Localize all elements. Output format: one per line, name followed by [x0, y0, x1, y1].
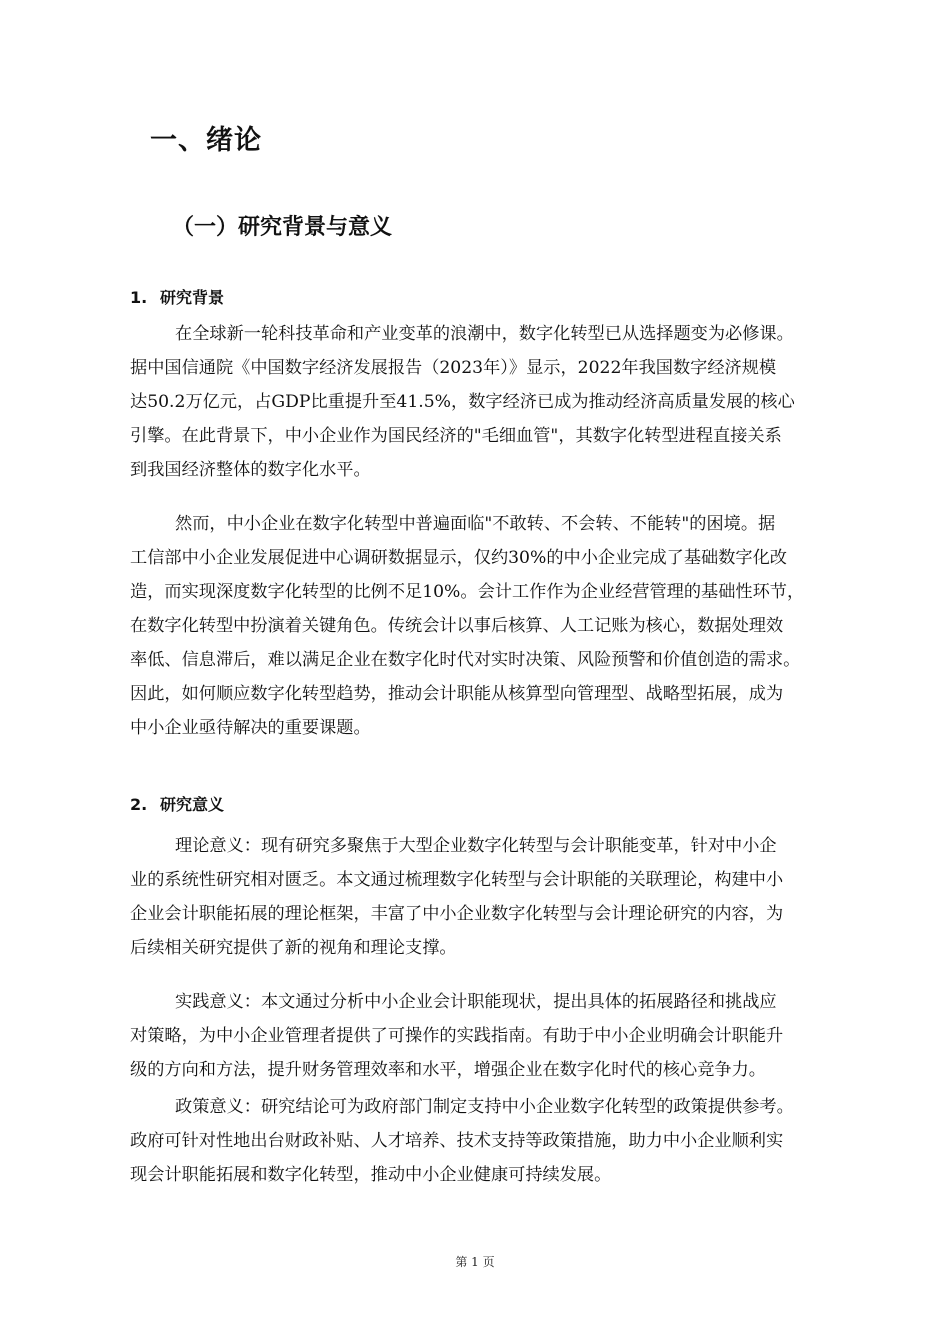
text-line: 企业会计职能拓展的理论框架，丰富了中小企业数字化转型与会计理论研究的内容，为: [130, 904, 784, 924]
text-line: 中小企业亟待解决的重要课题。: [130, 718, 371, 738]
section-heading: （一）研究背景与意义: [172, 215, 393, 240]
text-line: 对策略，为中小企业管理者提供了可操作的实践指南。有助于中小企业明确会计职能升: [130, 1026, 784, 1046]
text-line: 率低、信息滞后，难以满足企业在数字化时代对实时决策、风险预警和价值创造的需求。: [130, 650, 801, 670]
text-line: 级的方向和方法，提升财务管理效率和水平，增强企业在数字化时代的核心竞争力。: [130, 1060, 766, 1080]
text-line: 引擎。在此背景下，中小企业作为国民经济的"毛细血管"，其数字化转型进程直接关系: [130, 426, 782, 446]
paragraph-background-2: [130, 507, 874, 745]
subsection-number: 1.: [130, 288, 148, 307]
paragraph-practice: [130, 985, 874, 1087]
subsection-number: 2.: [130, 795, 148, 814]
text-line: 在全球新一轮科技革命和产业变革的浪潮中，数字化转型已从选择题变为必修课。: [175, 324, 794, 344]
text-line: 政策意义：研究结论可为政府部门制定支持中小企业数字化转型的政策提供参考。: [175, 1097, 794, 1117]
text-line: 工信部中小企业发展促进中心调研数据显示，仅约30%的中小企业完成了基础数字化改: [130, 548, 787, 568]
subsection-heading-significance: [130, 792, 224, 815]
text-line: 达50.2万亿元，占GDP比重提升至41.5%，数字经济已成为推动经济高质量发展的核心: [130, 392, 795, 412]
text-line: 后续相关研究提供了新的视角和理论支撑。: [130, 938, 457, 958]
text-line: 实践意义：本文通过分析中小企业会计职能现状，提出具体的拓展路径和挑战应: [175, 992, 777, 1012]
text-line: 到我国经济整体的数字化水平。: [130, 460, 371, 480]
subsection-heading-background: [130, 285, 224, 308]
text-line: 在数字化转型中扮演着关键角色。传统会计以事后核算、人工记账为核心，数据处理效: [130, 616, 784, 636]
paragraph-policy: [130, 1090, 874, 1192]
text-line: 现会计职能拓展和数字化转型，推动中小企业健康可持续发展。: [130, 1165, 612, 1185]
text-line: 业的系统性研究相对匮乏。本文通过梳理数字化转型与会计职能的关联理论，构建中小: [130, 870, 784, 890]
text-line: 政府可针对性地出台财政补贴、人才培养、技术支持等政策措施，助力中小企业顺利实: [130, 1131, 784, 1151]
chapter-heading: 一、绪论: [150, 125, 262, 156]
text-line: 据中国信通院《中国数字经济发展报告（2023年）》显示，2022年我国数字经济规模: [130, 358, 777, 378]
paragraph-background-1: [130, 317, 874, 487]
paragraph-theory: [130, 829, 874, 965]
text-line: 然而，中小企业在数字化转型中普遍面临"不敢转、不会转、不能转"的困境。据: [175, 514, 776, 534]
subsection-title: 研究背景: [160, 288, 225, 307]
text-line: 造，而实现深度数字化转型的比例不足10%。会计工作作为企业经营管理的基础性环节，: [130, 582, 805, 602]
subsection-title: 研究意义: [160, 795, 225, 814]
text-line: 因此，如何顺应数字化转型趋势，推动会计职能从核算型向管理型、战略型拓展，成为: [130, 684, 784, 704]
page-number: 第 1 页: [455, 1255, 495, 1269]
text-line: 理论意义：现有研究多聚焦于大型企业数字化转型与会计职能变革，针对中小企: [175, 836, 777, 856]
